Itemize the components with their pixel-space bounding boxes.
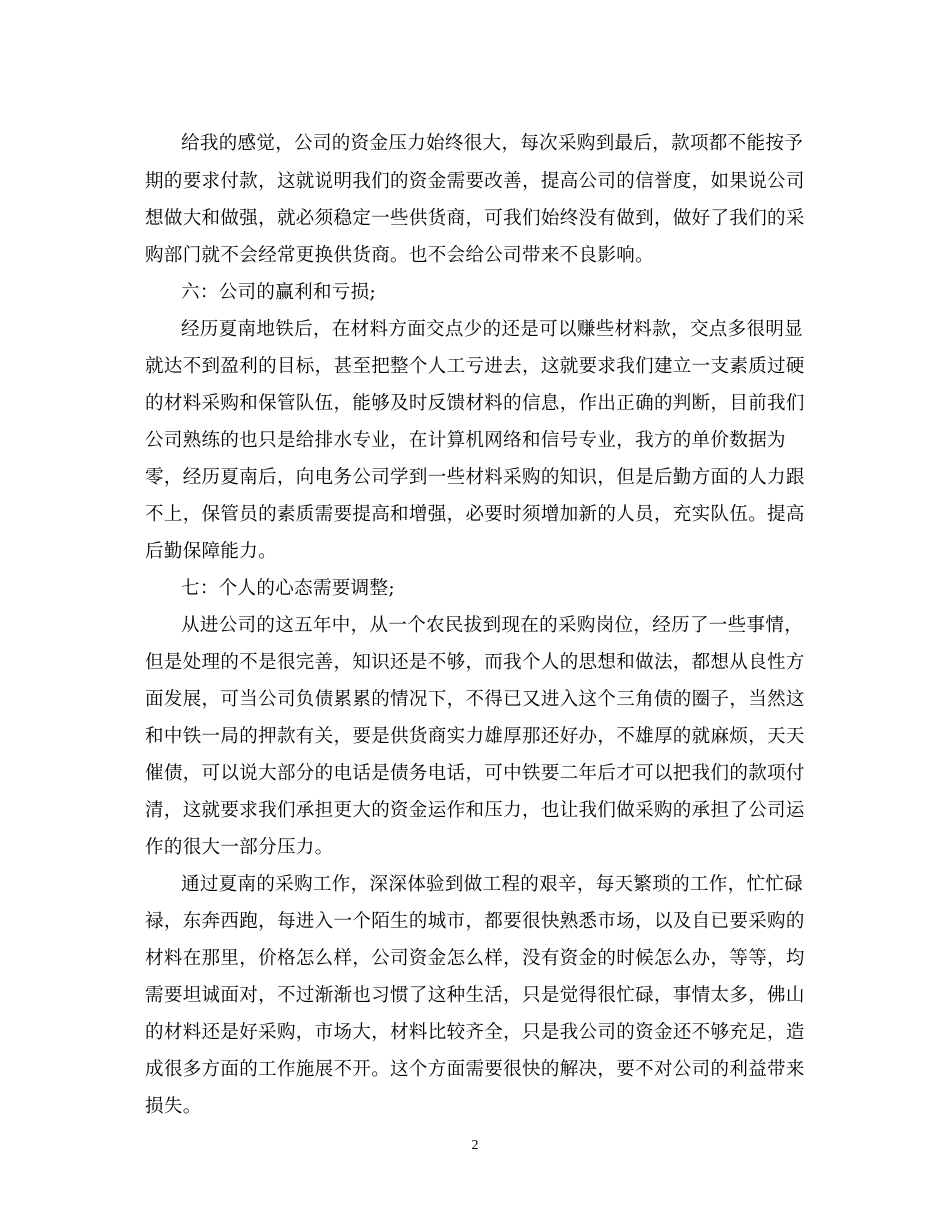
paragraph-line: 给我的感觉，公司的资金压力始终很大，每次采购到最后，款项都不能按予 [181, 133, 804, 154]
paragraph-line: 和中铁一局的押款有关，要是供货商实力雄厚那还好办，不雄厚的就麻烦，天天 [145, 726, 805, 747]
paragraph-line: 公司熟练的也只是给排水专业，在计算机网络和信号专业，我方的单价数据为 [145, 430, 786, 451]
paragraph-line: 禄，东奔西跑，每进入一个陌生的城市，都要很快熟悉市场，以及自已要采购的 [145, 911, 805, 932]
paragraph-line: 的材料采购和保管队伍，能够及时反馈材料的信息，作出正确的判断，目前我们 [145, 393, 805, 414]
paragraph-line: 零，经历夏南后，向电务公司学到一些材料采购的知识，但是后勤方面的人力跟 [145, 467, 805, 488]
paragraph-line: 期的要求付款，这就说明我们的资金需要改善，提高公司的信誉度，如果说公司 [145, 171, 805, 192]
paragraph-line: 材料在那里，价格怎么样，公司资金怎么样，没有资金的时候怎么办，等等，均 [145, 948, 805, 969]
paragraph-line: 的材料还是好采购，市场大，材料比较齐全，只是我公司的资金还不够充足，造 [145, 1022, 805, 1043]
page-number: 2 [471, 1138, 479, 1153]
paragraph-line: 想做大和做强，就必须稳定一些供货商，可我们始终没有做到，做好了我们的采 [145, 208, 805, 229]
paragraph-line: 需要坦诚面对，不过渐渐也习惯了这种生活，只是觉得很忙碌，事情太多，佛山 [145, 985, 805, 1006]
section-heading: 七：个人的心态需要调整; [181, 578, 395, 599]
section-heading: 六：公司的赢利和亏损; [181, 282, 377, 303]
paragraph-line: 后勤保障能力。 [145, 541, 277, 562]
paragraph-line: 但是处理的不是很完善，知识还是不够，而我个人的思想和做法，都想从良性方 [145, 652, 805, 673]
paragraph-line: 不上，保管员的素质需要提高和增强，必要时须增加新的人员，充实队伍。提高 [145, 504, 805, 525]
paragraph-line: 就达不到盈利的目标，甚至把整个人工亏进去，这就要求我们建立一支素质过硬 [145, 356, 805, 377]
paragraph-line: 清，这就要求我们承担更大的资金运作和压力，也让我们做采购的承担了公司运 [145, 800, 805, 821]
paragraph-line: 面发展，可当公司负债累累的情况下，不得已又进入这个三角债的圈子，当然这 [145, 689, 805, 710]
paragraph-line: 成很多方面的工作施展不开。这个方面需要很快的解决，要不对公司的利益带来 [145, 1059, 805, 1080]
paragraph-line: 从进公司的这五年中，从一个农民拔到现在的采购岗位，经历了一些事情， [181, 615, 804, 636]
paragraph-line: 购部门就不会经常更换供货商。也不会给公司带来不良影响。 [145, 245, 654, 266]
paragraph-line: 损失。 [145, 1096, 202, 1117]
paragraph-line: 催债，可以说大部分的电话是债务电话，可中铁要二年后才可以把我们的款项付 [145, 763, 805, 784]
paragraph-line: 作的很大一部分压力。 [145, 837, 334, 858]
paragraph-line: 通过夏南的采购工作，深深体验到做工程的艰辛，每天繁琐的工作，忙忙碌 [181, 874, 804, 895]
paragraph-line: 经历夏南地铁后，在材料方面交点少的还是可以赚些材料款，交点多很明显 [181, 319, 804, 340]
